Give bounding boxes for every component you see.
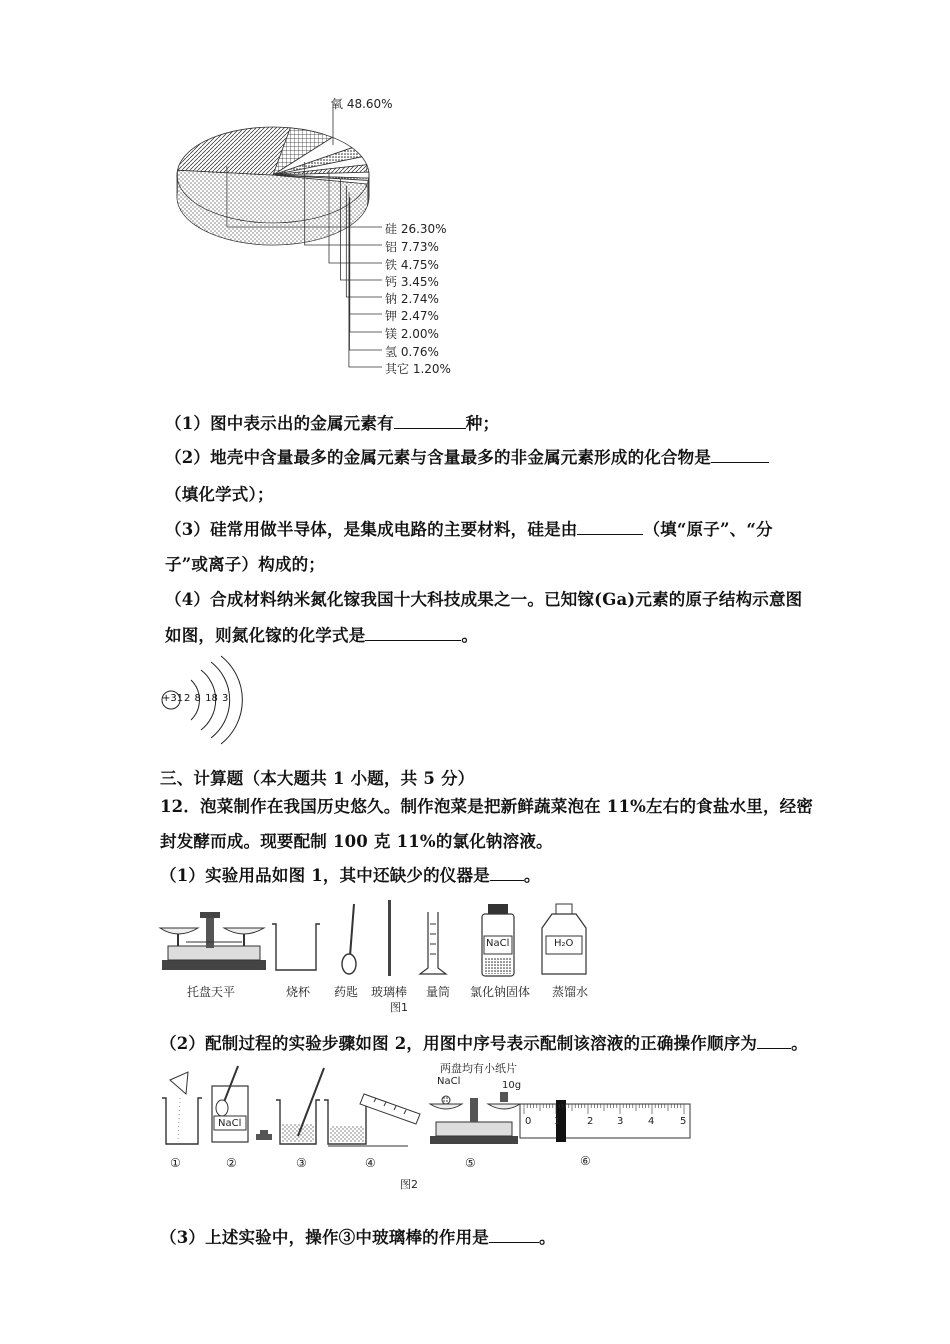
fig1-label-beaker: 烧杯	[286, 985, 311, 999]
q11-p4-text2: 如图，则氮化镓的化学式是	[165, 626, 366, 645]
q11-p4-tail: 。	[461, 626, 479, 645]
step4-icon	[324, 1094, 420, 1146]
pie-label-sodium: 钠 2.74%	[385, 292, 439, 306]
q11-p4-blank[interactable]	[365, 624, 461, 641]
section3-heading: 三、计算题（本大题共 1 小题，共 5 分）	[160, 769, 475, 788]
step-number-3: ③	[296, 1156, 307, 1170]
fig1-label-nacl: 氯化钠固体	[470, 985, 531, 999]
q12-p2-blank[interactable]	[757, 1032, 791, 1049]
step-number-6: ⑥	[580, 1154, 591, 1168]
q12-p3-text: （3）上述实验中，操作③中玻璃棒的作用是	[160, 1228, 489, 1247]
q12-p1-blank[interactable]	[490, 864, 524, 881]
ruler-tick-5: 5	[680, 1116, 687, 1127]
q12-p2-tail: 。	[791, 1034, 808, 1053]
q11-part2	[165, 444, 769, 468]
q12-p3-blank[interactable]	[489, 1226, 539, 1243]
fig2-note: 两盘均有小纸片	[440, 1062, 517, 1075]
fig2-pan-right-label: 10g	[502, 1080, 522, 1091]
fig1-caption: 图1	[390, 1001, 408, 1014]
pie-label-calcium: 钙 3.45%	[385, 275, 439, 289]
ruler-tick-2: 2	[587, 1116, 594, 1127]
q12-part3	[160, 1224, 556, 1248]
q12-part2	[160, 1030, 808, 1054]
step-number-1: ①	[170, 1156, 181, 1170]
q12-intro-line1: 12．泡菜制作在我国历史悠久。制作泡菜是把新鲜蔬菜泡在 11%左右的食盐水里，经密	[160, 797, 814, 816]
q11-p2-tail: （填化学式）；	[165, 485, 274, 504]
spoon-icon	[342, 904, 356, 974]
figure1-apparatus	[158, 898, 598, 978]
pie-wall-9	[367, 180, 368, 206]
fig1-label-water: 蒸馏水	[552, 985, 589, 999]
ruler-tick-4: 4	[648, 1116, 655, 1127]
step1-icon	[162, 1072, 202, 1144]
q11-p1-blank[interactable]	[394, 412, 466, 429]
q11-p3-blank[interactable]	[577, 518, 643, 535]
q11-p3-tail: 子”或离子）构成的；	[165, 555, 325, 574]
q11-part4-cont	[165, 622, 478, 646]
graduated-cylinder-icon	[420, 912, 446, 974]
fig1-label-glass-rod: 玻璃棒	[371, 985, 408, 999]
pie-slice-1	[177, 127, 290, 175]
step-number-2: ②	[226, 1156, 237, 1170]
fig1-label-spoon: 药匙	[334, 985, 359, 999]
q11-part2-cont	[165, 481, 274, 505]
q11-p4-text: （4）合成材料纳米氮化镓我国十大科技成果之一。已知镓(Ga)元素的原子结构示意图	[165, 590, 803, 609]
q11-p3-text: （3）硅常用做半导体，是集成电路的主要材料，硅是由	[165, 520, 578, 539]
q12-p1-text: （1）实验用品如图 1，其中还缺少的仪器是	[160, 866, 490, 885]
pie-label-hydrogen: 氢 0.76%	[385, 345, 439, 359]
fig1-label-balance: 托盘天平	[187, 985, 236, 999]
atom-shells: 2 8 18 3	[184, 693, 229, 704]
pie-label-iron: 铁 4.75%	[385, 258, 439, 272]
q12-p1-tail: 。	[523, 866, 541, 885]
pie-label-oxygen: 氧 48.60%	[331, 97, 393, 111]
q11-part1	[165, 410, 499, 434]
fig2-caption: 图2	[400, 1178, 418, 1191]
q11-p2-blank[interactable]	[711, 446, 769, 463]
pie-label-aluminum: 铝 7.73%	[385, 240, 439, 254]
q11-part3-cont	[165, 551, 325, 575]
step5-icon	[430, 1092, 520, 1144]
q11-part4	[165, 586, 802, 610]
atom-nucleus: +31	[162, 693, 184, 704]
ruler-tick-3: 3	[617, 1116, 624, 1127]
balance-icon	[160, 912, 266, 970]
step6-ruler-icon	[520, 1100, 690, 1142]
nacl-bottle-label: NaCl	[486, 938, 510, 949]
q11-p2-text: （2）地壳中含量最多的金属元素与含量最多的非金属元素形成的化合物是	[165, 448, 712, 467]
water-bottle-label: H₂O	[554, 938, 574, 949]
ruler-tick-1: 1	[554, 1116, 561, 1127]
pie-label-other: 其它 1.20%	[385, 362, 451, 376]
q12-p3-tail: 。	[538, 1228, 556, 1247]
q12-intro-line2: 封发酵而成。现要配制 100 克 11%的氯化钠溶液。	[160, 832, 553, 851]
fig1-label-cylinder: 量筒	[426, 985, 451, 999]
q11-part3	[165, 516, 773, 540]
figure2-procedure	[158, 1064, 698, 1154]
step-number-5: ⑤	[465, 1156, 476, 1170]
q11-p3-mid: （填“原子”、“分	[643, 520, 773, 539]
ruler-tick-0: 0	[525, 1116, 532, 1127]
step3-icon	[276, 1068, 324, 1144]
q11-p1-tail: 种；	[465, 414, 500, 433]
beaker-icon	[272, 924, 320, 970]
pie-leader-9	[349, 203, 382, 367]
q11-p1-text: （1）图中表示出的金属元素有	[165, 414, 394, 433]
step2-icon	[212, 1066, 272, 1142]
q12-part1	[160, 862, 541, 886]
pie-label-magnesium: 镁 2.00%	[385, 327, 439, 341]
pie-label-silicon: 硅 26.30%	[385, 222, 447, 236]
fig2-pan-left-label: NaCl	[437, 1076, 461, 1087]
fig2-jar-label: NaCl	[218, 1118, 242, 1129]
glass-rod-icon	[388, 900, 391, 976]
step-number-4: ④	[365, 1156, 376, 1170]
pie-label-potassium: 钾 2.47%	[385, 309, 439, 323]
q12-p2-text: （2）配制过程的实验步骤如图 2，用图中序号表示配制该溶液的正确操作顺序为	[160, 1034, 758, 1053]
